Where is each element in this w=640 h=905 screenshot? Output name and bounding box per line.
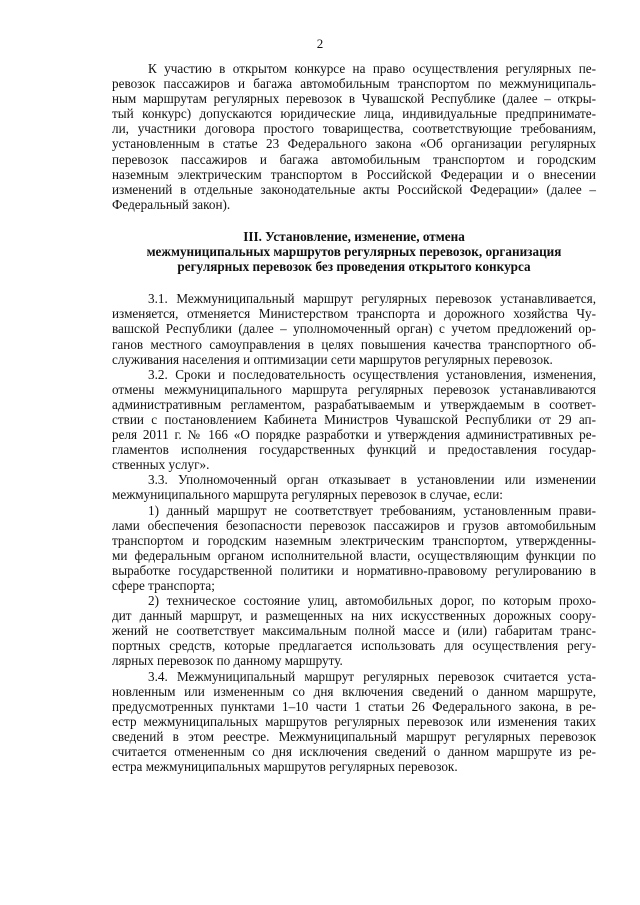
paragraph-line: ным маршрутам регулярных перевозок в Чувашской Республике (далее – откры-	[112, 91, 596, 107]
paragraph-line: естр межмуниципальных маршрутов регулярных перевозок или изменения таких	[112, 713, 596, 729]
paragraph-line: гламентов исполнения государственных функций и предоставления государ-	[112, 442, 596, 458]
clause-3-1	[112, 291, 596, 366]
page-number: 2	[316, 36, 324, 51]
section-heading	[112, 229, 596, 274]
paragraph-line: установленным в статье 23 Федерального закона «Об организации регулярных	[112, 136, 596, 152]
paragraph-line: вашской Республики (далее – уполномоченный орган) с учетом предложений ор-	[112, 321, 596, 337]
paragraph-line: перевозок пассажиров и багажа автомобильным транспортом и городским	[112, 151, 596, 167]
paragraph-line: 3.2. Сроки и последовательность осуществления установления, изменения,	[148, 366, 596, 382]
paragraph-line: считается отмененным со дня исключения сведений о данном маршруте из ре-	[112, 744, 596, 760]
paragraph-line: 3.1. Межмуниципальный маршрут регулярных перевозок устанавливается,	[148, 291, 596, 307]
paragraph-line: Федеральный закон).	[112, 196, 231, 212]
paragraph-line: ли, участники договора простого товарищества, соответствующие требованиям,	[112, 121, 596, 137]
paragraph-line: дит данный маршрут, и размещенных на них искусственных дорожных соору-	[112, 608, 596, 624]
paragraph-line: выработке государственной политики и нормативно-правовому регулированию в	[112, 562, 596, 578]
paragraph-line: ствии с постановлением Кабинета Министров Чувашской Республики от 29 ап-	[112, 411, 596, 427]
section-heading-line: III. Установление, изменение, отмена	[243, 228, 465, 244]
paragraph-line: сфере транспорта;	[112, 578, 215, 593]
paragraph-line: 3.3. Уполномоченный орган отказывает в установлении или изменении	[148, 472, 596, 488]
paragraph-line: тый конкурс) допускаются юридические лица, индивидуальные предпринимате-	[112, 106, 596, 122]
section-heading-line: регулярных перевозок без проведения открытого конкурса	[177, 259, 531, 275]
paragraph-line: 3.4. Межмуниципальный маршрут регулярных перевозок считается уста-	[148, 668, 596, 684]
section-heading-line: межмуниципальных маршрутов регулярных перевозок, организация	[146, 244, 562, 260]
paragraph-line: 1) данный маршрут не соответствует требованиям, установленным прави-	[148, 502, 596, 518]
paragraph-line: ганов местного самоуправления в целях повышения качества транспортного об-	[112, 336, 596, 352]
document-body	[112, 61, 596, 774]
paragraph-line: предусмотренных пунктами 1–10 части 1 статьи 26 Федерального закона, в ре-	[112, 698, 596, 714]
paragraph-line: ревозок пассажиров и багажа автомобильным транспортом по межмуниципаль-	[112, 76, 596, 92]
paragraph-line: реля 2011 г. № 166 «О порядке разработки и утверждения административных ре-	[112, 427, 596, 443]
clause-3-2	[112, 367, 596, 473]
paragraph-line: естра межмуниципальных маршрутов регулярных перевозок.	[112, 759, 458, 775]
paragraph-line: 2) техническое состояние улиц, автомобильных дорог, по которым прохо-	[148, 593, 596, 609]
paragraph-line: изменений в отдельные законодательные акты Российской Федерации» (далее –	[112, 181, 596, 197]
paragraph-line: ми федеральным органом исполнительной власти, осуществляющим функции по	[112, 547, 596, 563]
paragraph-line: транспортом и городским наземным электрическим транспортом, утвержденны-	[112, 532, 596, 548]
clause-3-3-item-2	[112, 593, 596, 668]
paragraph-line: К участию в открытом конкурсе на право осуществления регулярных пе-	[148, 61, 596, 76]
clause-3-3	[112, 472, 596, 502]
paragraph-line: отмены межмуниципального маршрута регулярных перевозок устанавливаются	[112, 381, 596, 397]
paragraph-line: административным регламентом, разрабатываемым и утверждаемым в соответ-	[112, 396, 596, 412]
paragraph-line: жений не соответствует максимальным полной массе и (или) габаритам транс-	[112, 623, 596, 639]
paragraph-line: изменяется, отменяется Министерством транспорта и дорожного хозяйства Чу-	[112, 306, 596, 322]
paragraph-line: лами обеспечения безопасности перевозок пассажиров и грузов автомобильным	[112, 517, 596, 533]
clause-3-3-item-1	[112, 503, 596, 594]
paragraph-line: новленным или измененным со дня включения сведений о данном маршруте,	[112, 683, 596, 699]
paragraph-line: ственных услуг».	[112, 457, 210, 473]
paragraph-line: сведений в этом реестре. Межмуниципальный маршрут регулярных перевозок	[112, 728, 596, 744]
paragraph-line: служивания населения и оптимизации сети маршрутов регулярных перевозок.	[112, 351, 553, 367]
intro-paragraph	[112, 61, 596, 212]
paragraph-line: лярных перевозок по данному маршруту.	[112, 653, 343, 669]
paragraph-line: портных средств, которые предлагается использовать для осуществления регу-	[112, 638, 596, 654]
paragraph-line: межмуниципального маршрута регулярных перевозок в случае, если:	[112, 487, 503, 503]
clause-3-4	[112, 669, 596, 775]
paragraph-line: наземным электрическим транспортом в Российской Федерации и о внесении	[112, 166, 596, 182]
